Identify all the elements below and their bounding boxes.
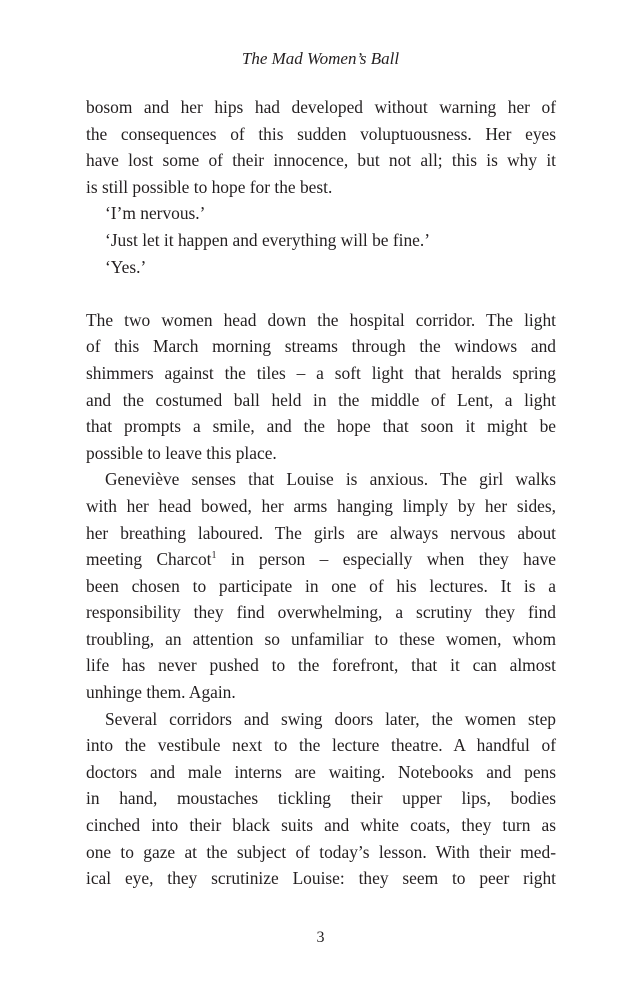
text-segment: meeting Charcot — [86, 549, 212, 570]
text-line: ical eye, they scrutinize Louise: they seem to peer right — [86, 868, 556, 889]
text-line: the consequences of this sudden voluptuousness. Her eyes — [86, 123, 556, 144]
body-text — [86, 94, 556, 892]
paragraph — [86, 200, 556, 227]
text-line: responsibility they find overwhelming, a scrutiny they find — [86, 602, 556, 623]
paragraph — [86, 254, 556, 281]
text-line: possible to leave this place. — [86, 442, 277, 463]
text-line: been chosen to participate in one of his lectures. It is a — [86, 575, 556, 596]
text-line: into the vestibule next to the lecture theatre. A handful of — [86, 735, 556, 756]
text-line: Geneviève senses that Louise is anxious. The girl walks — [105, 469, 556, 490]
text-line: and the costumed ball held in the middle of Lent, a light — [86, 389, 556, 410]
text-line: unhinge them. Again. — [86, 682, 236, 703]
text-line: have lost some of their innocence, but not all; this is why it — [86, 150, 556, 171]
paragraph — [86, 466, 556, 705]
text-line: cinched into their black suits and white coats, they turn as — [86, 815, 556, 836]
running-head: The Mad Women’s Ball — [241, 49, 400, 68]
text-line: is still possible to hope for the best. — [86, 176, 333, 197]
text-line: ‘Just let it happen and everything will be fine.’ — [105, 229, 431, 250]
text-line: with her head bowed, her arms hanging limply by her sides, — [86, 495, 556, 516]
text-line: in hand, moustaches tickling their upper lips, bodies — [86, 788, 556, 809]
text-line: one to gaze at the subject of today’s lesson. With their med- — [86, 841, 556, 862]
page-number: 3 — [316, 929, 325, 946]
text-line: ‘Yes.’ — [105, 256, 147, 277]
footnote-marker: 1 — [211, 550, 217, 562]
text-line: troubling, an attention so unfamiliar to these women, whom — [86, 628, 556, 649]
text-line: doctors and male interns are waiting. Notebooks and pens — [86, 761, 556, 782]
text-line: that prompts a smile, and the hope that soon it might be — [86, 416, 556, 437]
text-line: her breathing laboured. The girls are always nervous about — [86, 522, 556, 543]
text-line-with-footnote — [86, 546, 556, 573]
paragraph — [86, 94, 556, 200]
text-line: bosom and her hips had developed without warning her of — [86, 97, 556, 117]
paragraph — [86, 706, 556, 892]
text-line: life has never pushed to the forefront, that it can almost — [86, 655, 556, 676]
text-line: Several corridors and swing doors later, the women step — [105, 708, 556, 729]
paragraph — [86, 227, 556, 254]
paragraph — [86, 307, 556, 467]
text-line: ‘I’m nervous.’ — [105, 203, 206, 224]
text-line: shimmers against the tiles – a soft light that heralds spring — [86, 362, 556, 383]
text-line: of this March morning streams through the windows and — [86, 336, 556, 357]
text-line: The two women head down the hospital corridor. The light — [86, 309, 556, 330]
text-segment: in person – especially when they have — [216, 549, 556, 570]
